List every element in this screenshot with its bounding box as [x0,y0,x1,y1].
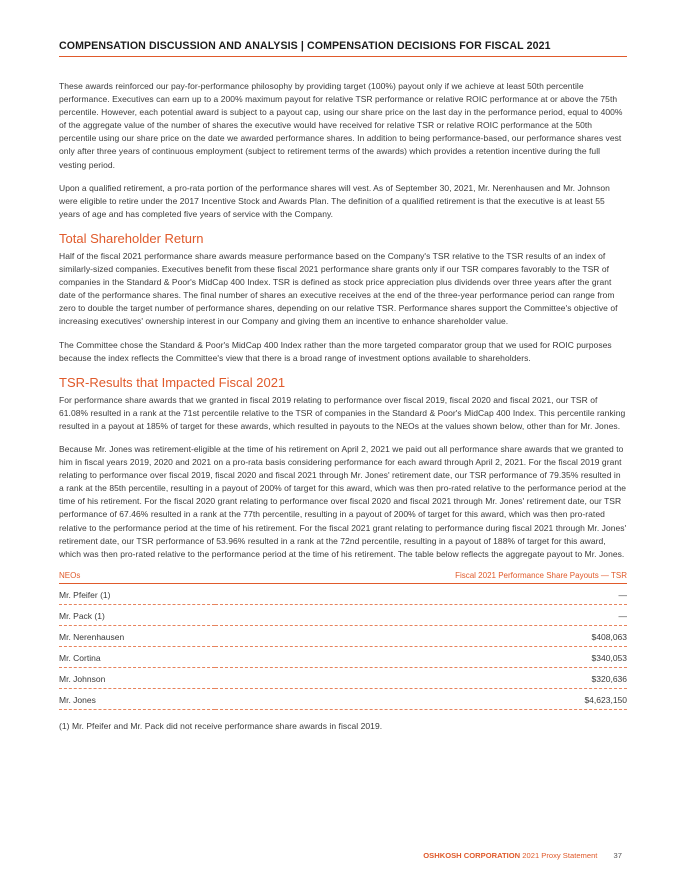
column-header-neos: NEOs [59,571,215,584]
footer-company: OSHKOSH CORPORATION [423,851,521,860]
page-number: 37 [613,851,622,860]
neo-name: Mr. Cortina [59,646,215,667]
payout-value: — [215,583,627,604]
results-paragraph-2: Because Mr. Jones was retirement-eligible at the time of his retirement on April 2, 2021 we paid out all performance share awards that we granted to him in fiscal years 2019, 2020 and 2021 on a pro-rata basis considering performance for each award through April 2, 2021. For the fiscal 2019 grant relating to performance over fiscal 2019, fiscal 2020 and fiscal 2021 through Mr. Jones' retirement date, our TSR performance of 79.35% resulted in a rank at the 85th percentile, resulting in a payout of 200% of target for this award, which was then pro-rated relative to the performance period at the time of his retirement. For the fiscal 2020 grant relating to performance over fiscal 2020 and fiscal 2021 through Mr. Jones' retirement date, our TSR performance of 67.46% resulted in a rank at the 77th percentile, resulting in a payout of 200% of target for this award, which was then pro-rated relative to the performance period at the time of his retirement. For the fiscal 2021 grant relating to performance during fiscal 2021 through Mr. Jones' retirement date, our TSR performance of 53.96% resulted in a rank at the 72nd percentile, resulting in a payout of 188% of target for this award, which was then pro-rated relative to the performance period at the time of his retirement. The table below reflects the aggregate payout to Mr. Jones. [59,443,627,559]
results-paragraph-1: For performance share awards that we granted in fiscal 2019 relating to performance over fiscal 2019, fiscal 2020 and fiscal 2021, our TSR of 61.08% resulted in a rank at the 71st percentile relative to the TSR of companies in the Standard & Poor's MidCap 400 Index. This percentile ranking resulted in a payout at 185% of target for these awards, which resulted in payouts to the NEOs at the values shown below, other than for Mr. Jones. [59,394,626,431]
neo-name: Mr. Johnson [59,667,215,688]
page-footer [423,851,622,860]
neo-name: Mr. Nerenhausen [59,625,215,646]
intro-paragraph-2: Upon a qualified retirement, a pro-rata portion of the performance shares will vest. As of September 30, 2021, Mr. Nerenhausen and Mr. Johnson were eligible to retire under the 2017 Incentive Stock and Awards Plan. The definition of a qualified retirement is that the executive is at least 55 years of age and has completed five years of service with the Company. [59,182,610,219]
column-header-payouts: Fiscal 2021 Performance Share Payouts — TSR [215,571,627,584]
tsr-paragraph-1: Half of the fiscal 2021 performance share awards measure performance based on the Company's TSR relative to the TSR results of an index of similarly-sized companies. Executives benefit from these fiscal 2021 performance share grants only if our TSR compares favorably to the TSR of companies in the Standard & Poor's MidCap 400 Index. TSR is defined as stock price appreciation plus dividends over three years after the grant date of the performance shares. The final number of shares an executive receives at the end of the three-year performance period can range from zero to double the target number of performance shares, depending on our relative TSR. Performance shares support the Committee's objective of increasing executives' ownership interest in our Company and giving them an incentive to enhance shareholder value. [59,250,618,327]
section-heading-tsr-results: TSR-Results that Impacted Fiscal 2021 [59,374,286,390]
table-row [59,688,627,709]
table-row [59,604,627,625]
main-content [59,80,627,743]
header-rule [59,56,627,57]
payout-value: $408,063 [215,625,627,646]
neo-name: Mr. Pfeifer (1) [59,583,215,604]
payout-value: — [215,604,627,625]
intro-paragraph-1: These awards reinforced our pay-for-performance philosophy by providing target (100%) payout only if we achieve at least 50th percentile performance. Executives can earn up to a 200% maximum payout for relative TSR performance or relative ROIC performance at or above the 75th percentile. However, each potential award is subject to a payout cap, using our share price on the last day in the performance period, equal to 400% of the aggregate value of the number of shares the executive would have received for relative TSR or relative ROIC performance at the 50th percentile using our share price on the date we awarded performance shares. In addition to being performance-based, our performance shares vest only after three years of continuous employment (subject to retirement terms of the awards) which provides a retention incentive during the full vesting period. [59,81,623,170]
table-footnote: (1) Mr. Pfeifer and Mr. Pack did not receive performance share awards in fiscal 2019. [59,720,383,731]
table-row [59,646,627,667]
table-row [59,583,627,604]
tsr-paragraph-2: The Committee chose the Standard & Poor's MidCap 400 Index rather than the more targeted comparator group that we used for ROIC purposes because the index reflects the Committee's view that there is a broad range of investment options available to shareholders. [59,339,612,363]
footer-publication: 2021 Proxy Statement [522,851,598,860]
neo-name: Mr. Jones [59,688,215,709]
payout-value: $4,623,150 [215,688,627,709]
table-header-row [59,571,627,584]
section-heading-tsr: Total Shareholder Return [59,230,204,246]
table-row [59,667,627,688]
payout-value: $340,053 [215,646,627,667]
table-row [59,625,627,646]
page-header: COMPENSATION DISCUSSION AND ANALYSIS | COMPENSATION DECISIONS FOR FISCAL 2021 [59,40,551,52]
payout-value: $320,636 [215,667,627,688]
payout-table [59,571,627,710]
neo-name: Mr. Pack (1) [59,604,215,625]
